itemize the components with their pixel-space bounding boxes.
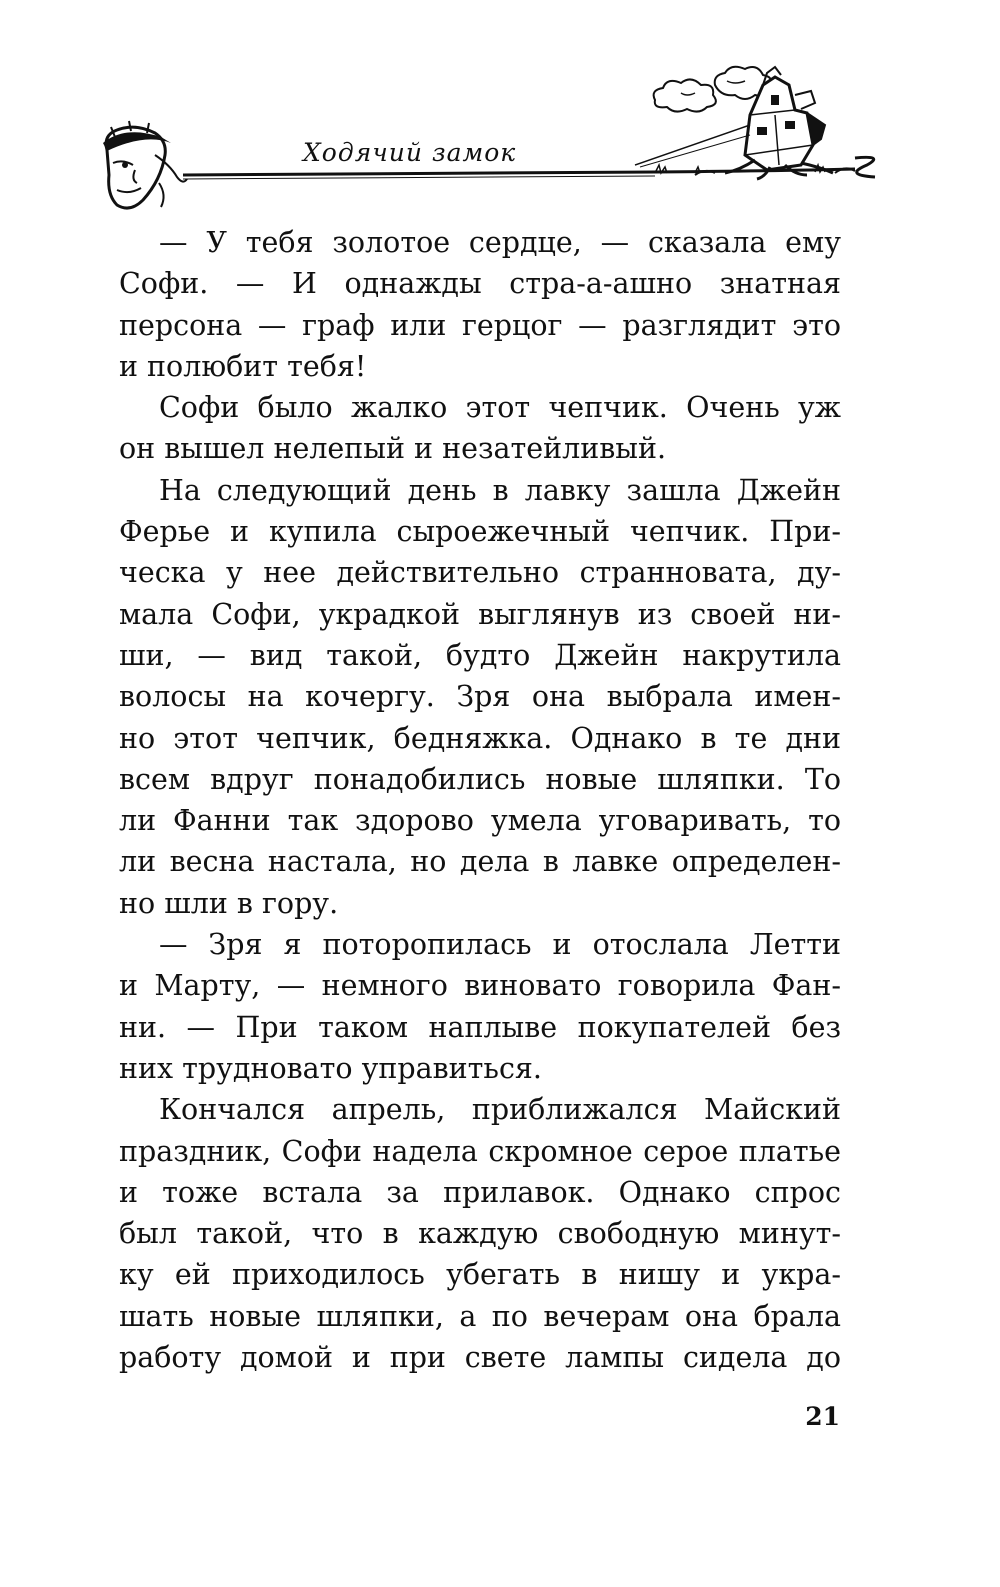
text-line: На следующий день в лавку зашла Джейн	[159, 473, 841, 507]
page-number: 21	[805, 1402, 840, 1431]
text-line: волосы на кочергу. Зря она выбрала имен-	[119, 680, 841, 714]
text-line: — Зря я поторопилась и отослала Летти	[159, 928, 841, 962]
text-line: — У тебя золотое сердце, — сказала ему	[159, 226, 841, 259]
text-line: ли весна настала, но дела в лавке определен-	[119, 845, 841, 879]
text-line: работу домой и при свете лампы сидела до	[119, 1341, 841, 1375]
text-line: Кончался апрель, приближался Майский	[159, 1093, 841, 1127]
walking-castle-icon	[635, 67, 855, 179]
text-line: шать новые шляпки, а по вечерам она брала	[119, 1299, 841, 1333]
text-line: и полюбит тебя!	[119, 349, 367, 383]
text-line: персона — граф или герцог — разглядит это	[119, 308, 841, 342]
text-line: всем вдруг понадобились новые шляпки. То	[119, 762, 841, 796]
text-line: ку ей приходилось убегать в нишу и укра-	[119, 1258, 841, 1292]
text-line: но этот чепчик, бедняжка. Однако в те дни	[119, 721, 841, 755]
text-line: ли Фанни так здорово умела уговаривать, то	[119, 804, 841, 838]
text-line: был такой, что в каждую свободную минут-	[119, 1217, 841, 1251]
running-header	[95, 55, 895, 225]
text-line: он вышел нелепый и незатейливый.	[119, 432, 666, 466]
text-line: ческа у нее действительно странновата, ду-	[119, 556, 841, 590]
witch-head-icon	[103, 121, 187, 208]
text-line: них трудновато управиться.	[119, 1051, 542, 1085]
running-title: Ходячий замок	[303, 138, 517, 167]
text-line: но шли в гору.	[119, 886, 339, 920]
text-line: ни. — При таком наплыве покупателей без	[119, 1010, 841, 1044]
text-line: Софи. — И однажды стра-а-ашно знатная	[119, 267, 841, 301]
text-line: ши, — вид такой, будто Джейн накрутила	[119, 638, 841, 672]
text-line: Софи было жалко этот чепчик. Очень уж	[159, 391, 841, 425]
text-line: мала Софи, украдкой выглянув из своей ни-	[119, 597, 841, 631]
text-line: праздник, Софи надела скромное серое платье	[119, 1134, 841, 1168]
text-line: Ферье и купила сыроежечный чепчик. При-	[119, 515, 841, 549]
text-line: и тоже встала за прилавок. Однако спрос	[119, 1175, 841, 1209]
text-line: и Марту, — немного виновато говорила Фан-	[119, 969, 841, 1003]
page-body-text	[119, 222, 841, 1378]
